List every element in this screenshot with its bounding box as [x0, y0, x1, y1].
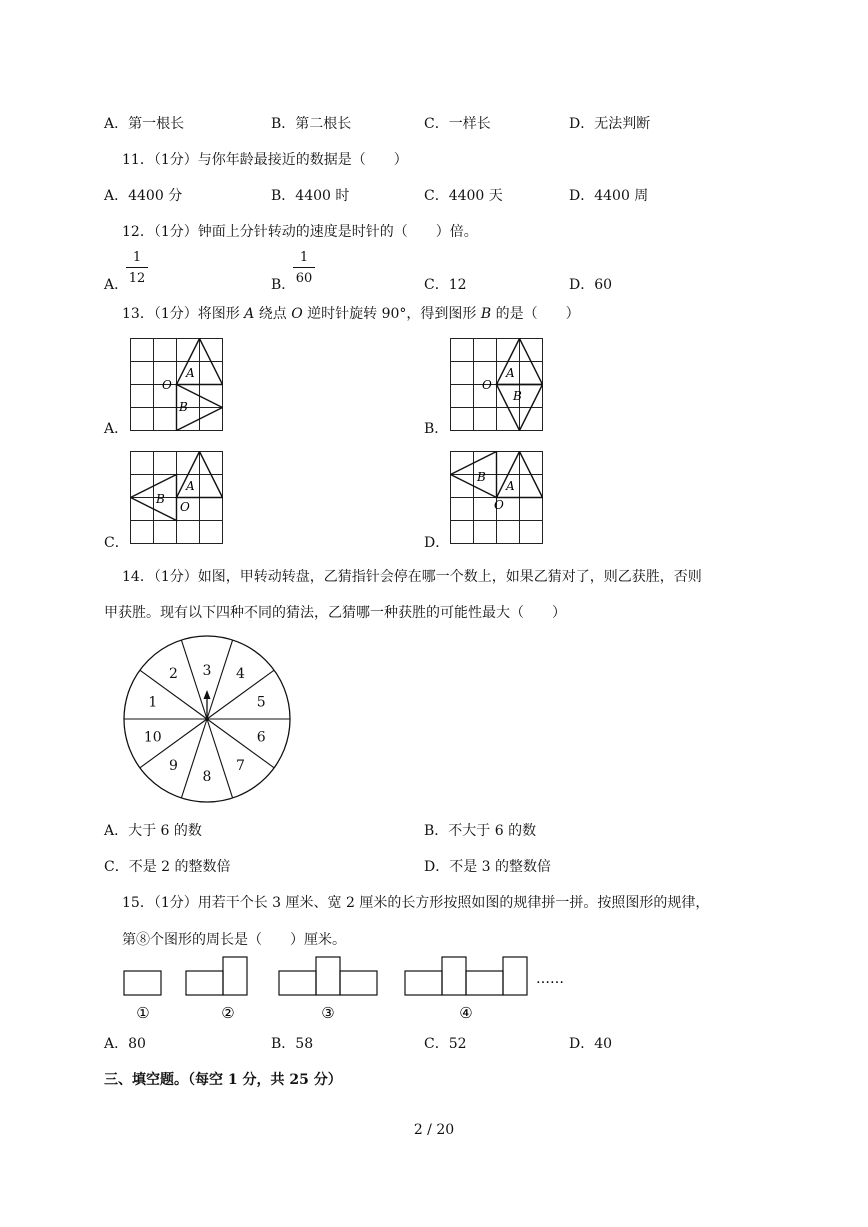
shape-a-label: A	[186, 366, 195, 380]
q13-stem-shape-a: A	[244, 306, 255, 322]
q13-stem-point-o: O	[291, 306, 303, 322]
q11-option-d: D．4400 周	[569, 188, 649, 204]
q11-option-a: A．4400 分	[104, 188, 183, 204]
spinner-number: 5	[256, 694, 266, 711]
q12-option-a-denominator: 12	[128, 271, 146, 286]
q11-option-c: C．4400 天	[424, 188, 503, 204]
q13-stem-shape-b: B	[480, 306, 492, 322]
q14-stem-line1: 14．（1分）如图，甲转动转盘，乙猜指针会停在哪一个数上，如果乙猜对了，则乙获胜，否则	[122, 569, 702, 585]
point-o-label: O	[482, 378, 492, 392]
q12-option-d: D．60	[569, 277, 613, 293]
q10-option-d: D．无法判断	[569, 116, 651, 132]
spinner-number: 1	[148, 694, 158, 711]
q13-grid-figure-c	[130, 451, 223, 544]
q12-option-a-fraction	[126, 250, 148, 286]
q13-label-a: A．	[104, 421, 129, 437]
q13-label-c: C．	[104, 535, 129, 551]
spinner-number: 7	[236, 758, 245, 775]
q12-option-b-fraction	[293, 250, 315, 286]
q15-option-c: C．52	[424, 1036, 467, 1052]
pattern-figure-2	[186, 957, 247, 995]
q11-option-b: B．4400 时	[271, 188, 350, 204]
q13-stem-part: 绕点	[254, 306, 292, 322]
shape-b-label: B	[477, 470, 486, 484]
spinner-number: 2	[169, 665, 178, 682]
q12-option-a-numerator: 1	[126, 250, 148, 268]
spinner-divider	[207, 640, 233, 719]
q12-option-a-label: A．	[104, 277, 129, 293]
point-o-label: O	[494, 498, 504, 512]
q13-grid-figure-d	[450, 451, 543, 544]
pattern-ellipsis: ……	[536, 971, 564, 987]
pattern-figure-4	[405, 957, 527, 995]
figure-label-3: ③	[321, 1004, 335, 1022]
q14-option-c: C．不是 2 的整数倍	[104, 859, 231, 875]
q12-option-b-label: B．	[271, 277, 296, 293]
q12-option-b-denominator: 60	[295, 271, 313, 286]
q10-option-c: C．一样长	[424, 116, 491, 132]
spinner-divider	[181, 640, 207, 719]
section-heading: 三、填空题。（每空 1 分，共 25 分）	[104, 1072, 342, 1088]
spinner-number: 6	[256, 729, 266, 746]
point-o-label: O	[180, 500, 190, 514]
page-number: 2 / 20	[413, 1122, 455, 1138]
point-o-label: O	[162, 378, 172, 392]
q13-stem-part: 逆时针旋转 90°，得到图形	[302, 306, 481, 322]
q10-option-b: B．第二根长	[271, 116, 352, 132]
q14-spinner	[122, 634, 292, 804]
q13-label-d: D．	[424, 535, 450, 551]
q10-option-a: A．第一根长	[104, 116, 185, 132]
q15-rectangle-pattern	[120, 955, 580, 1025]
q12-option-b-numerator: 1	[293, 250, 315, 268]
spinner-number: 4	[236, 665, 245, 682]
q14-option-b: B．不大于 6 的数	[424, 823, 537, 839]
shape-b-label: B	[179, 400, 188, 414]
spinner-number: 3	[202, 663, 212, 679]
q14-stem-line2: 甲获胜。现有以下四种不同的猜法，乙猜哪一种获胜的可能性最大（ ）	[104, 605, 566, 621]
shape-b-label: B	[156, 492, 165, 506]
q11-stem: 11．（1分）与你年龄最接近的数据是（ ）	[122, 152, 408, 168]
shape-b-label: B	[513, 389, 522, 403]
q13-stem-part: 13．（1分）将图形	[122, 306, 245, 322]
q15-option-a: A．80	[104, 1036, 146, 1052]
shape-a-label: A	[186, 479, 195, 493]
spinner-divider	[181, 719, 207, 798]
spinner-divider	[207, 719, 233, 798]
q15-stem-line1: 15．（1分）用若干个长 3 厘米、宽 2 厘米的长方形按照如图的规律拼一拼。按照图形的规律，	[122, 895, 710, 911]
q14-option-a: A．大于 6 的数	[104, 823, 202, 839]
q13-label-b: B．	[424, 421, 449, 437]
figure-label-1: ①	[136, 1004, 150, 1022]
spinner-number: 9	[169, 758, 178, 775]
q12-option-c: C．12	[424, 277, 467, 293]
q13-stem-part: 的是（ ）	[491, 306, 580, 322]
q15-option-d: D．40	[569, 1036, 613, 1052]
q13-stem	[122, 303, 580, 323]
q13-grid-figure-b	[450, 338, 543, 431]
figure-label-2: ②	[221, 1004, 235, 1022]
figure-label-4: ④	[459, 1004, 473, 1022]
spinner-number: 10	[143, 729, 162, 746]
shape-a-label: A	[506, 479, 515, 493]
q14-option-d: D．不是 3 的整数倍	[424, 859, 552, 875]
q13-grid-figure-a	[130, 338, 223, 431]
pattern-figure-1	[124, 971, 161, 995]
pattern-figure-3	[279, 957, 377, 995]
spinner-number: 8	[202, 769, 212, 785]
q15-option-b: B．58	[271, 1036, 314, 1052]
q15-stem-line2: 第⑧个图形的周长是（ ）厘米。	[122, 932, 346, 948]
spinner-pointer	[204, 690, 211, 719]
shape-a-label: A	[506, 366, 515, 380]
q12-stem: 12．（1分）钟面上分针转动的速度是时针的（ ）倍。	[122, 224, 478, 240]
